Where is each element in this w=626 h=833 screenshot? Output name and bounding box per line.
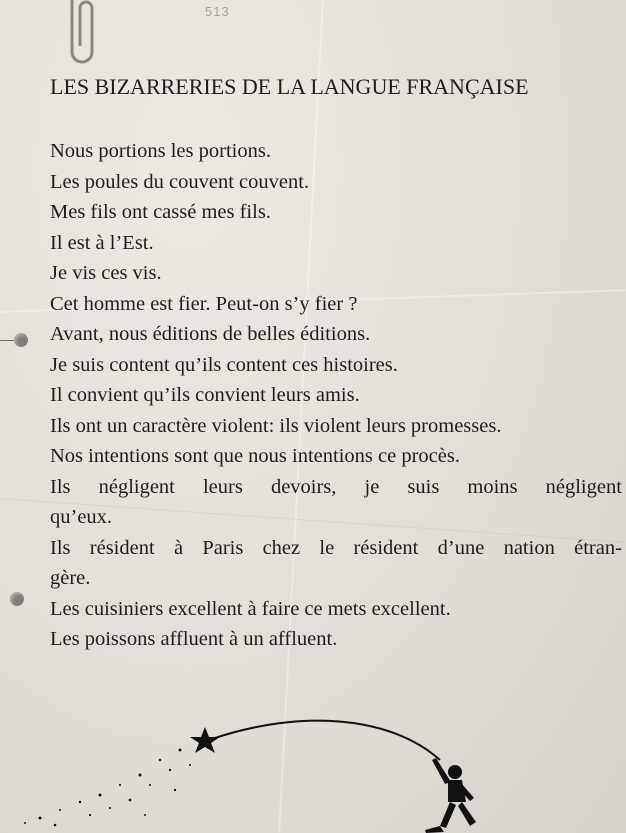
poem-word: Paris (202, 536, 244, 559)
poem-word: suis (407, 475, 440, 498)
poem-line: Cet homme est fier. Peut-on s’y fier ? (50, 292, 358, 315)
poem-line: Les poissons affluent à un affluent. (50, 628, 338, 650)
poem-line: Les cuisiniers excellent à faire ce mets excellent. (50, 597, 451, 620)
binder-hole (14, 333, 28, 347)
poem-line: Nous portions les portions. (50, 140, 271, 162)
binder-hole-mark (0, 340, 14, 341)
poem-word: je (364, 475, 380, 498)
poem-word: résident (353, 536, 419, 559)
poem-word: résident (89, 536, 155, 559)
poem-word: moins (467, 475, 518, 498)
poem-word: chez (262, 536, 301, 559)
paperclip-icon (64, 0, 104, 70)
poem-line: Mes fils ont cassé mes fils. (50, 201, 271, 223)
binder-hole (10, 592, 24, 606)
poem-text (50, 136, 622, 655)
poem-line: Avant, nous éditions de belles éditions. (50, 323, 371, 345)
poem-line: Il est à l’Est. (50, 231, 154, 254)
poem-line: Les poules du couvent couvent. (50, 170, 310, 193)
poem-line: gère. (50, 567, 91, 589)
poem-word: d’une (437, 536, 485, 559)
poem-line: Ils ont un caractère violent: ils violent leurs promesses. (50, 414, 502, 437)
poem-word: négligent (98, 475, 175, 498)
poem-line: Je vis ces vis. (50, 262, 162, 284)
poem-line: Je suis content qu’ils content ces histoires. (50, 353, 398, 376)
poem-word: à (173, 536, 184, 559)
poem-line: Nos intentions sont que nous intentions ce procès. (50, 445, 460, 467)
poem-line: Il convient qu’ils convient leurs amis. (50, 384, 360, 406)
poem-line (50, 533, 622, 564)
poem-line: qu’eux. (50, 506, 113, 528)
poem-word: nation (503, 536, 555, 559)
poem-word: leurs (202, 475, 243, 498)
page-title: LES BIZARRERIES DE LA LANGUE FRANÇAISE (50, 74, 529, 99)
poem-word: Ils (50, 475, 71, 498)
pencil-note: 513 (205, 4, 230, 19)
poem-word: négligent (545, 475, 622, 498)
poem-word: étran- (574, 536, 622, 559)
poem-word: le (319, 536, 335, 559)
poem-word: Ils (50, 536, 71, 559)
poem-word: devoirs, (270, 475, 337, 498)
star-icon (190, 727, 220, 753)
star-fishing-illustration (0, 690, 626, 833)
poem-line (50, 472, 622, 503)
